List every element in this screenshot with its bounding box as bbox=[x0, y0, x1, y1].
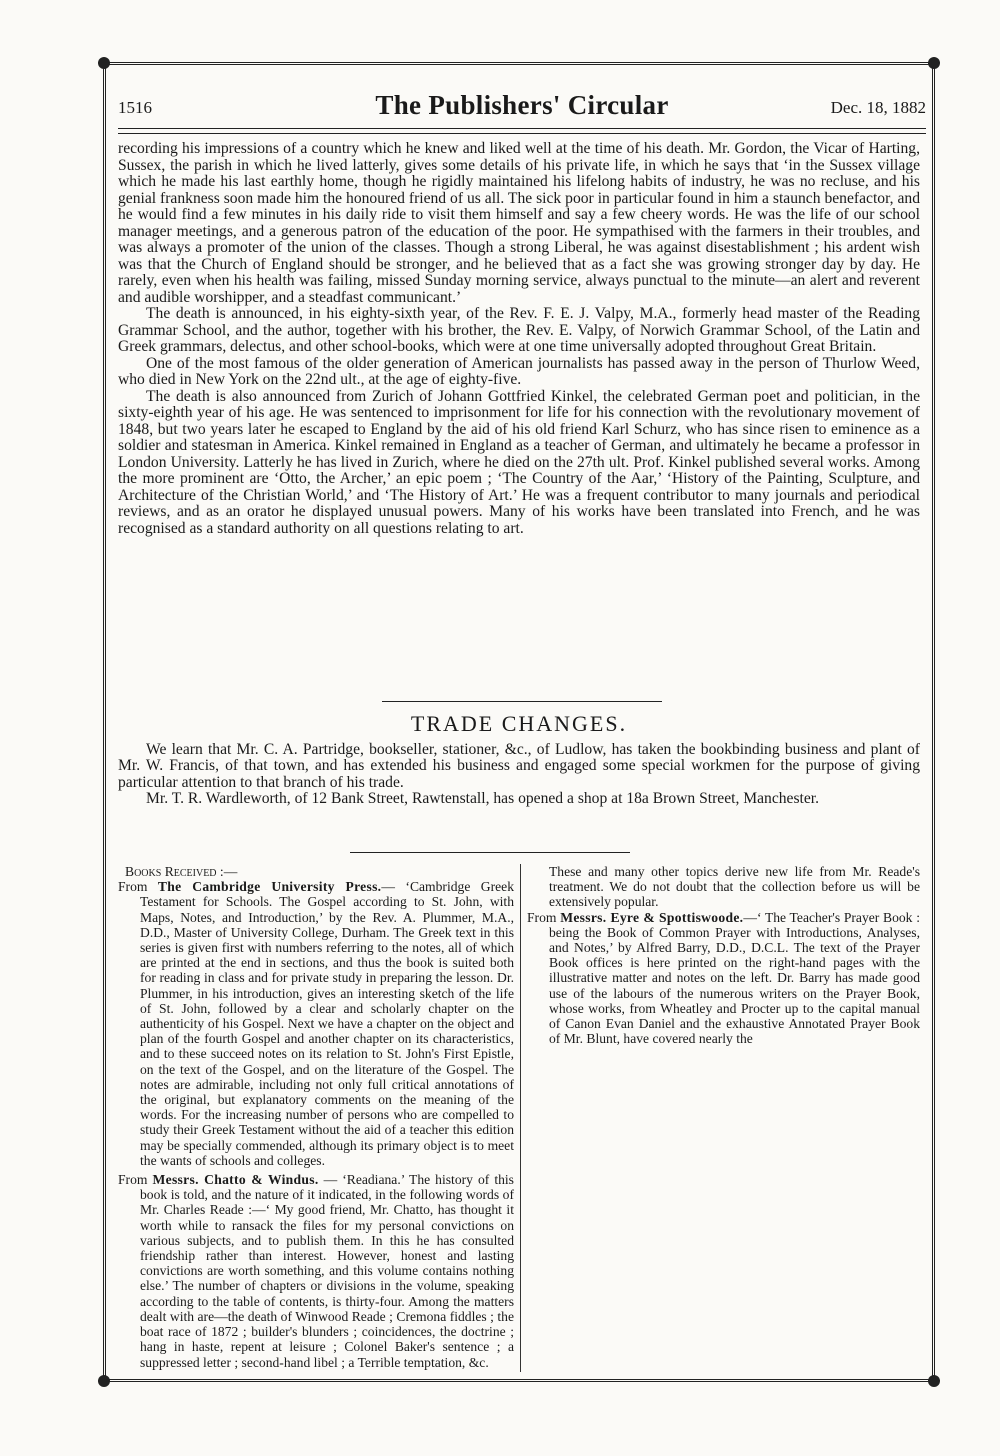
entry-text: — ‘Cambridge Greek Testament for Schools. The Gospel according to St. John, with Maps, Notes, and Introduction,’ by the Rev. A. Plummer, M.A., D.D., Master of University College, Durham. The Greek text in this series is given first with numbers referring to the notes, all of which are printed at the end in sections, and thus the book is suited both for reading in class and for private study in preparing the lesson. Dr. Plummer, in his introduction, gives an interesting sketch of the life of St. John, followed by a clear and scholarly chapter on the authenticity of his Gospel. Next we have a chapter on the object and plan of the fourth Gospel and another chapter on its characteristics, and to these succeed notes on its relation to St. John's First Epistle, on the text of the Gospel, and on the literature of the Gospel. The notes are admirable, including not only full critical annotations of the original, but explanatory comments on the meaning of the words. For the increasing number of persons who are compelled to study their Greek Testament without the aid of a teacher this edition may be specially commended, although its primary object is to meet the wants of schools and colleges. bbox=[140, 879, 514, 1168]
book-entry-continued: These and many other topics derive new life from Mr. Reade's treatment. We do not doubt that the collection before us will be extensively popular. bbox=[549, 864, 920, 910]
books-received-label: Books Received :— bbox=[125, 864, 238, 879]
trade-paragraph: We learn that Mr. C. A. Partridge, bookseller, stationer, &c., of Ludlow, has taken the bookbinding business and plant of Mr. W. Francis, of that town, and has extended his business and engaged some special workmen for the purpose of giving particular attention to that branch of his trade. bbox=[118, 741, 920, 791]
article-paragraph: The death is announced, in his eighty-sixth year, of the Rev. F. E. J. Valpy, M.A., formerly head master of the Reading Grammar School, and the author, together with his brother, the Rev. E. Valpy, of Norwich Grammar School, of the Latin and Greek grammars, delectus, and other school-books, which were at one time universally adopted throughout Great Britain. bbox=[118, 305, 920, 355]
book-entry bbox=[527, 910, 920, 1047]
book-entry bbox=[118, 879, 514, 1168]
border-ornament bbox=[98, 57, 110, 69]
section-divider bbox=[382, 701, 662, 702]
entry-publisher: Messrs. Eyre & Spottiswoode. bbox=[560, 909, 744, 925]
border-ornament bbox=[928, 57, 940, 69]
article-paragraph: One of the most famous of the older generation of American journalists has passed away in the person of Thurlow Weed, who died in New York on the 22nd ult., at the age of eighty-five. bbox=[118, 354, 920, 388]
trade-paragraph: Mr. T. R. Wardleworth, of 12 Bank Street, Rawtenstall, has opened a shop at 18a Brown Street, Manchester. bbox=[146, 790, 820, 808]
page-header bbox=[118, 90, 926, 130]
entry-from: From bbox=[118, 879, 148, 895]
page-number: 1516 bbox=[118, 98, 152, 117]
books-received-column-left bbox=[118, 864, 514, 1370]
obituary-article bbox=[118, 141, 920, 537]
border-ornament bbox=[928, 1375, 940, 1387]
trade-changes-section bbox=[118, 742, 920, 808]
entry-publisher: Messrs. Chatto & Windus. bbox=[152, 1172, 319, 1188]
journal-title: The Publishers' Circular bbox=[375, 90, 669, 120]
entry-text: —‘ The Teacher's Prayer Book : being the Book of Common Prayer with Introductions, Analyses, and Notes,’ by Alfred Barry, D.D., D.C.L. The text of the Prayer Book offices is here printed on the right-hand pages with the illustrative matter and notes on the left. Dr. Barry has made good use of the labours of the numerous writers on the Prayer Book, whose works, from Wheatley and Procter up to the capital manual of Canon Evan Daniel and the exhaustive Annotated Prayer Book of Mr. Blunt, have covered nearly the bbox=[549, 909, 920, 1047]
article-paragraph: recording his impressions of a country which he knew and liked well at the time of his death. Mr. Gordon, the Vicar of Harting, Sussex, the parish in which he lived latterly, gives some details of his private life, in which he says that ‘in the Sussex village which he made his last earthly home, though he rigidly maintained his lifelong habits of industry, he was no recluse, and his genial frankness soon made him the honoured friend of us all. The sick poor in particular found in him a staunch benefactor, and he would find a few minutes in his daily ride to visit them himself and say a few cheery words. He was the life of our school manager meetings, and a generous patron of the education of the poor. He sympathised with the farmers in their troubles, and was always a promoter of the union of the classes. Though a strong Liberal, he was against disestablishment ; his ardent wish was that the Church of England should be stronger, and he believed that as a fact she was growing stronger day by day. He rarely, even when his health was failing, missed Sunday morning service, always punctual to the minute—an alert and reverent and audible worshipper, and a steadfast communicant.’ bbox=[118, 140, 920, 306]
book-entry bbox=[118, 1172, 514, 1370]
border-ornament bbox=[98, 1375, 110, 1387]
books-received-column-right bbox=[527, 864, 920, 1046]
entry-from: From bbox=[527, 909, 557, 925]
entry-publisher: The Cambridge University Press. bbox=[157, 879, 382, 895]
issue-date: Dec. 18, 1882 bbox=[830, 98, 926, 117]
article-paragraph: The death is also announced from Zurich of Johann Gottfried Kinkel, the celebrated German poet and politician, in the sixty-eighth year of his age. He was sentenced to imprisonment for life for his connection with the revolutionary movement of 1848, but two years later he escaped to England by the aid of his old friend Karl Schurz, who has since risen to eminence as a soldier and statesman in America. Kinkel remained in England as a teacher of German, and ultimately he became a professor in London University. Latterly he has lived in Zurich, where he died on the 27th ult. Prof. Kinkel published several works. Among the more prominent are ‘Otto, the Archer,’ an epic poem ; ‘The Country of the Aar,’ ‘History of the Painting, Sculpture, and Architecture of the Christian World,’ and ‘The History of Art.’ He was a frequent contributor to many journals and periodical reviews, and as an orator he displayed unusual powers. Many of his works have been translated into French, and he was recognised as a standard authority on all questions relating to art. bbox=[118, 387, 920, 537]
section-divider bbox=[350, 852, 630, 853]
entry-text: — ‘Readiana.’ The history of this book is told, and the nature of it indicated, in the following words of Mr. Charles Reade :—‘ My good friend, Mr. Chatto, has thought it worth while to ransack the files for my personal convictions on various subjects, and to publish them. In this he has consulted friendship rather than interest. However, honest and lasting convictions are worth something, and this volume contains nothing else.’ The number of chapters or divisions in the volume, speaking according to the table of contents, is thirty-four. Among the matters dealt with are—the death of Winwood Reade ; Cremona fiddles ; the boat race of 1872 ; builder's blunders ; coincidences, the doctrine ; hang in haste, repent at leisure ; Colonel Baker's sentence ; a suppressed letter ; second-hand libel ; a Terrible temptation, &c. bbox=[140, 1172, 514, 1370]
header-rule bbox=[118, 128, 926, 134]
entry-from: From bbox=[118, 1172, 148, 1188]
column-divider bbox=[520, 864, 521, 1372]
section-heading: TRADE CHANGES. bbox=[410, 711, 628, 736]
